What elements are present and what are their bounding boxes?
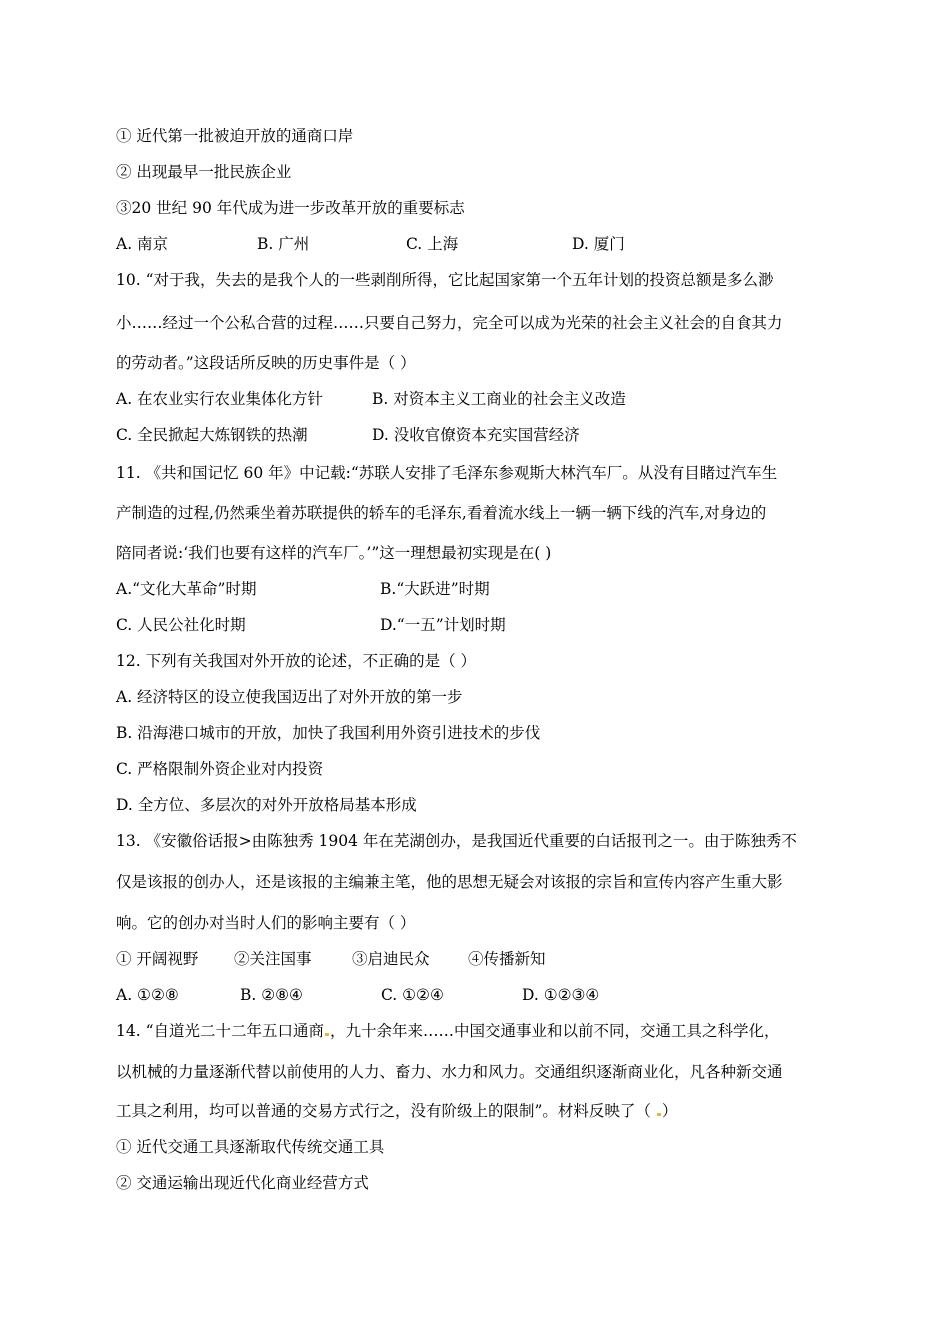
q13-option-c: C. ①②④	[381, 986, 444, 1004]
q10-stem-line-1: 10. “对于我，失去的是我个人的一些剥削所得，它比起国家第一个五年计划的投资总额是多么渺	[116, 271, 774, 289]
q10-stem-line-2: 小……经过一个公私合营的过程……只要自己努力，完全可以成为光荣的社会主义社会的自食其力	[116, 314, 783, 332]
q14-line1-part-b: ，九十余年来……中国交通事业和以前不同，交通工具之科学化，	[330, 1022, 780, 1040]
q14-stem-line-2: 以机械的力量逐渐代替以前使用的人力、畜力、水力和风力。交通组织逐渐商业化，凡各种新交通	[116, 1063, 783, 1081]
q10-option-b: B. 对资本主义工商业的社会主义改造	[372, 390, 626, 408]
q9-option-d: D. 厦门	[572, 235, 625, 253]
q13-item-2: ②关注国事	[234, 950, 312, 968]
highlight-mark	[325, 1033, 329, 1036]
q13-option-a: A. ①②⑧	[116, 986, 179, 1004]
q14-stem-line-3	[116, 1101, 677, 1121]
q13-stem-line-1: 13. 《安徽俗话报>由陈独秀 1904 年在芜湖创办，是我国近代重要的白话报刊之一。由于陈独秀不	[116, 832, 797, 850]
q13-item-4: ④传播新知	[468, 950, 546, 968]
q13-option-b: B. ②⑧④	[240, 986, 303, 1004]
q12-option-c: C. 严格限制外资企业对内投资	[116, 760, 324, 778]
q14-line3-part-b: ）	[661, 1102, 678, 1120]
q12-option-d: D. 全方位、多层次的对外开放格局基本形成	[116, 796, 417, 814]
q14-stem-line-1	[116, 1021, 780, 1041]
q13-stem-line-2: 仅是该报的创办人，还是该报的主编兼主笔，他的思想无疑会对该报的宗旨和宣传内容产生重大影	[116, 873, 783, 891]
q14-item-1: ① 近代交通工具逐渐取代传统交通工具	[116, 1138, 385, 1156]
q10-option-a: A. 在农业实行农业集体化方针	[116, 390, 324, 408]
q10-option-c: C. 全民掀起大炼钢铁的热潮	[116, 426, 308, 444]
q9-option-c: C. 上海	[406, 235, 459, 253]
q9-item-2: ② 出现最早一批民族企业	[116, 163, 292, 181]
q10-stem-line-3: 的劳动者。”这段话所反映的历史事件是（ ）	[116, 354, 416, 372]
q11-stem-line-2: 产制造的过程,仍然乘坐着苏联提供的轿车的毛泽东,看着流水线上一辆一辆下线的汽车,对身边的	[116, 504, 767, 522]
q9-item-3: ③20 世纪 90 年代成为进一步改革开放的重要标志	[116, 199, 465, 217]
q9-option-a: A. 南京	[116, 235, 169, 253]
q13-option-d: D. ①②③④	[522, 986, 600, 1004]
q9-option-b: B. 广州	[257, 235, 310, 253]
q11-stem-line-1: 11. 《共和国记忆 60 年》中记载:“苏联人安排了毛泽东参观斯大林汽车厂。从没有目睹过汽车生	[116, 464, 778, 482]
q11-option-b: B.“大跃进”时期	[380, 580, 490, 598]
q13-item-1: ① 开阔视野	[116, 950, 199, 968]
q14-line3-part-a: 工具之利用，均可以普通的交易方式行之，没有阶级上的限制”。材料反映了（	[116, 1102, 656, 1120]
q12-option-a: A. 经济特区的设立使我国迈出了对外开放的第一步	[116, 688, 463, 706]
q14-line1-part-a: 14. “自道光二十二年五口通商	[116, 1022, 325, 1040]
q12-option-b: B. 沿海港口城市的开放，加快了我国利用外资引进技术的步伐	[116, 724, 541, 742]
q9-item-1: ① 近代第一批被迫开放的通商口岸	[116, 127, 354, 145]
q13-stem-line-3: 响。它的创办对当时人们的影响主要有（ ）	[116, 914, 416, 932]
q12-stem: 12. 下列有关我国对外开放的论述，不正确的是（ ）	[116, 652, 477, 670]
q14-item-2: ② 交通运输出现近代化商业经营方式	[116, 1174, 369, 1192]
q11-option-a: A.“文化大革命”时期	[116, 580, 257, 598]
q11-stem-line-3: 陪同者说:‘我们也要有这样的汽车厂。’”这一理想最初实现是在( )	[116, 544, 552, 562]
q11-option-d: D.“一五”计划时期	[380, 616, 506, 634]
highlight-mark	[657, 1113, 661, 1116]
q11-option-c: C. 人民公社化时期	[116, 616, 246, 634]
q10-option-d: D. 没收官僚资本充实国营经济	[372, 426, 580, 444]
q13-item-3: ③启迪民众	[352, 950, 430, 968]
